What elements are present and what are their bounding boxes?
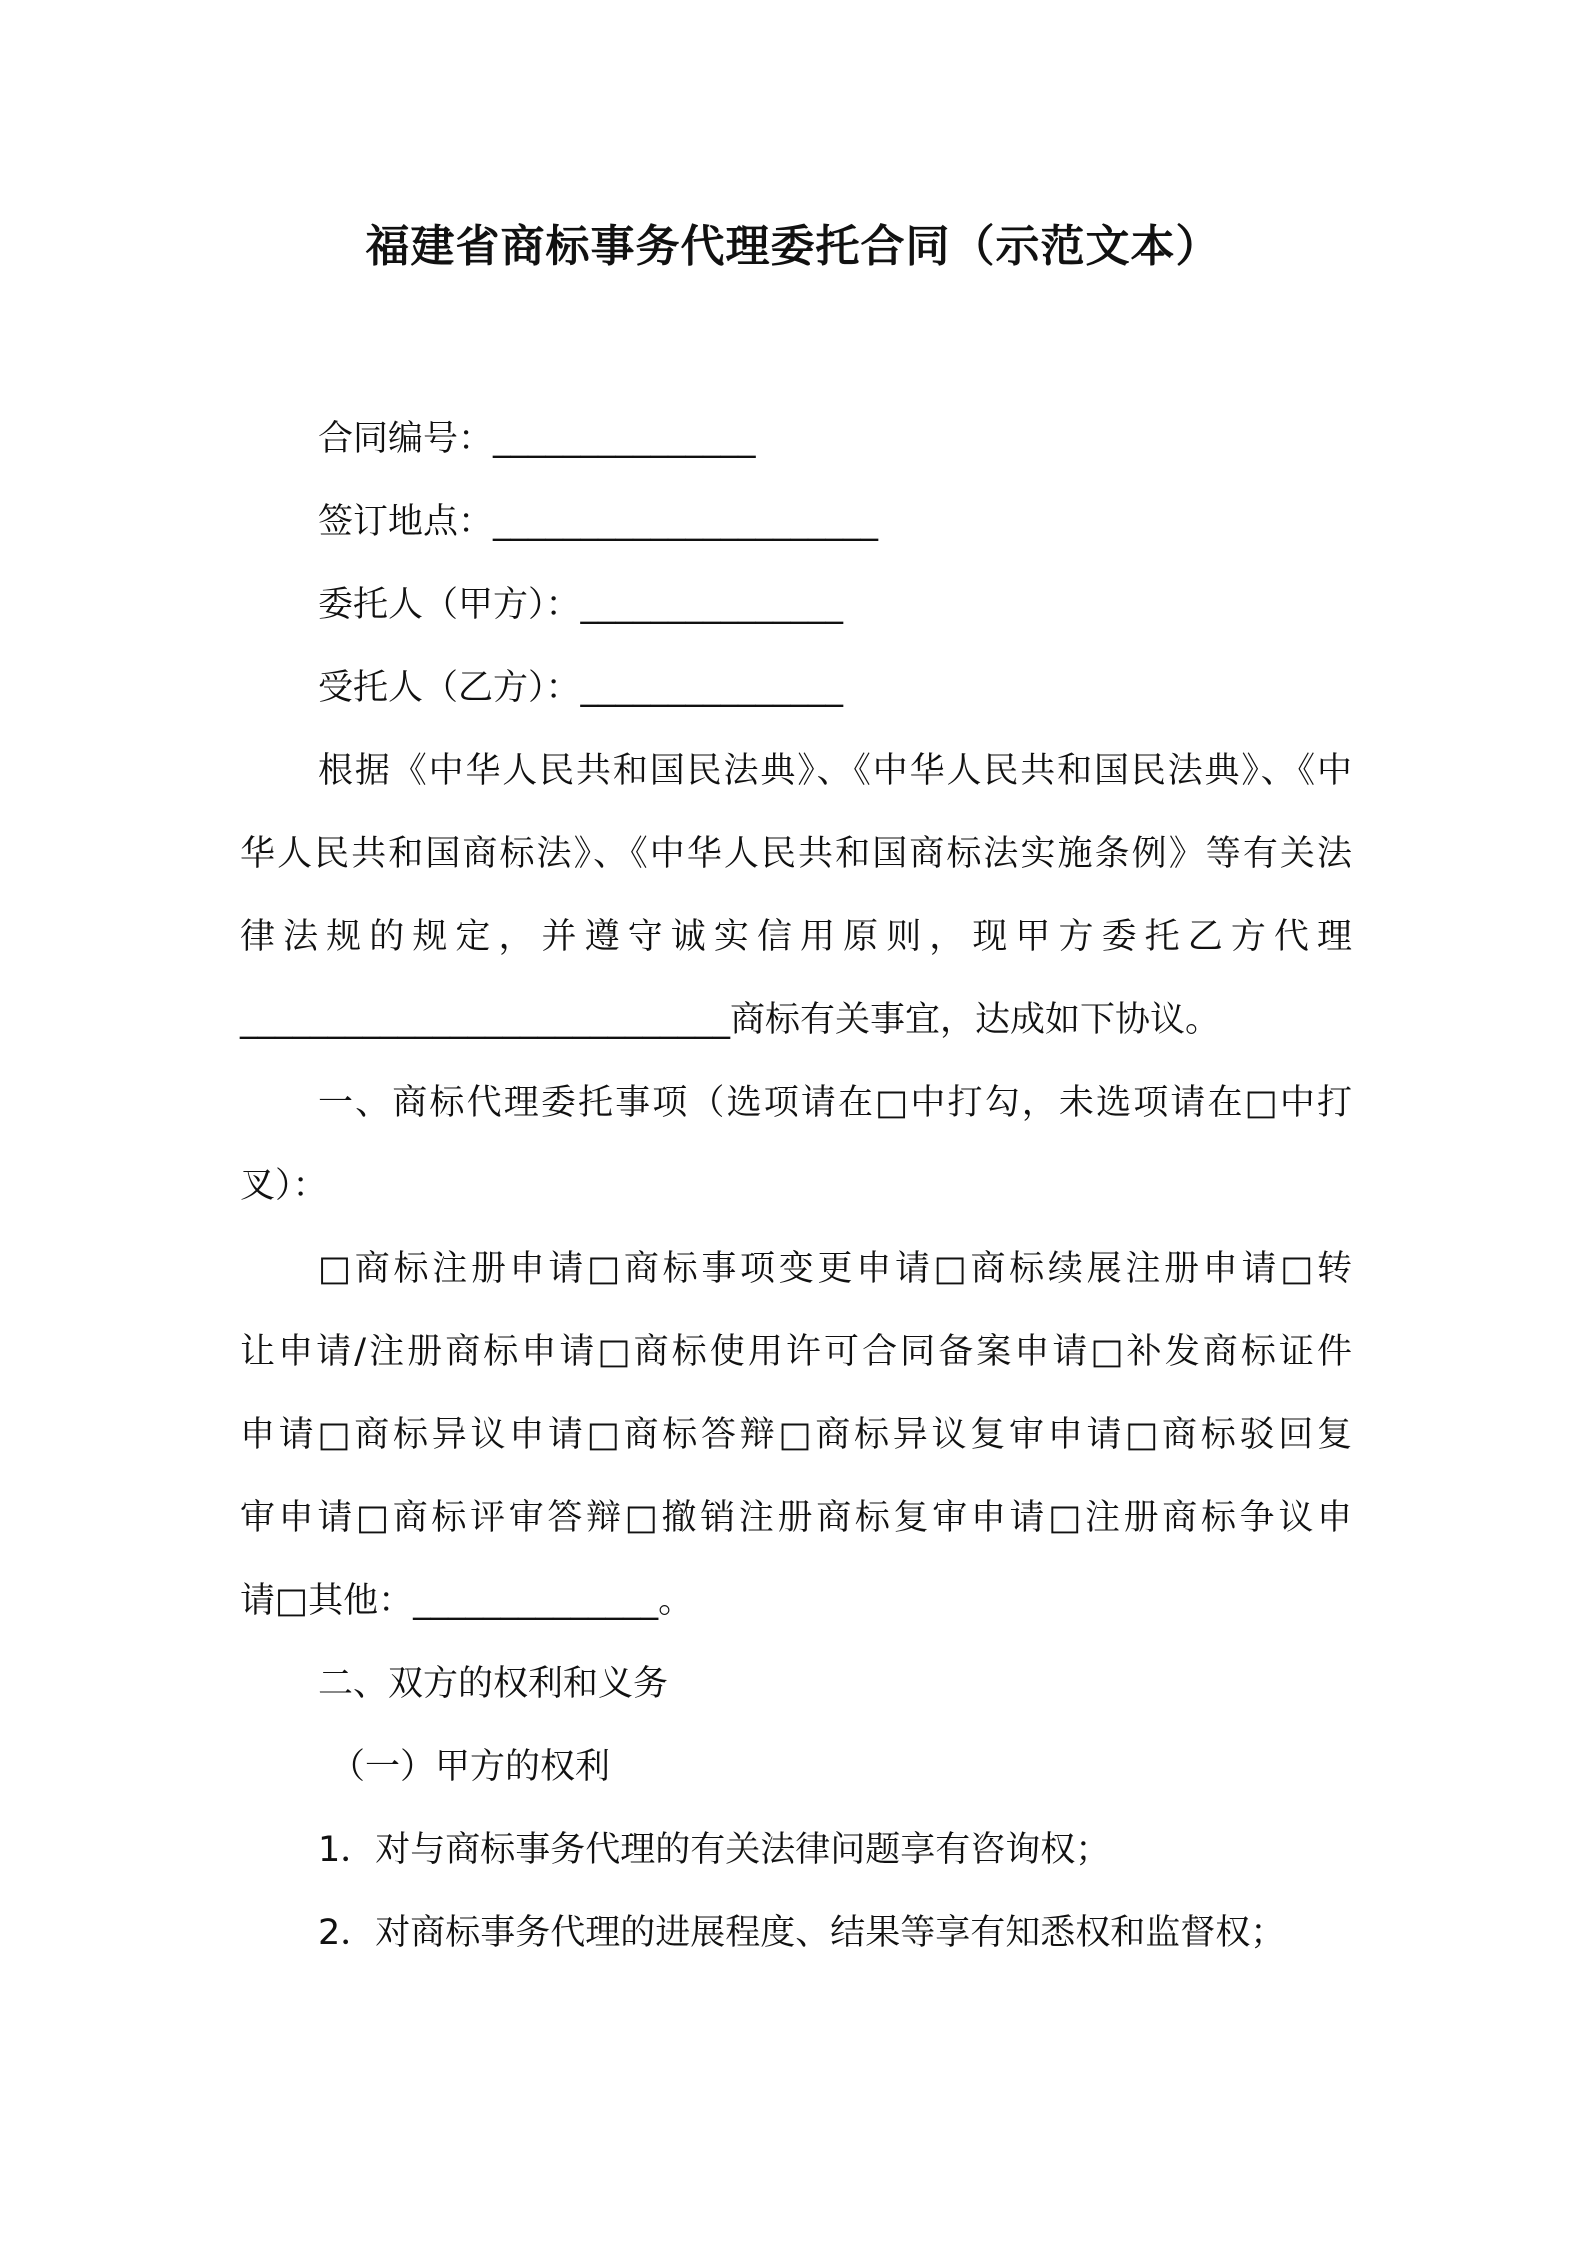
intro-line: 华人民共和国商标法》、《中华人民共和国商标法实施条例》等有关法 xyxy=(240,834,1352,874)
field-blank: _______________ xyxy=(580,668,844,708)
options-line: 请□其他：______________。 xyxy=(240,1581,694,1621)
subsection-heading: （一）甲方的权利 xyxy=(330,1747,611,1787)
section-heading-cont: 叉）： xyxy=(240,1166,328,1206)
document-title: 福建省商标事务代理委托合同（示范文本） xyxy=(365,221,1221,272)
options-line: 审申请□商标评审答辩□撤销注册商标复审申请□注册商标争议申 xyxy=(240,1498,1352,1538)
field-blank: _______________ xyxy=(580,585,844,625)
options-line: 申请□商标异议申请□商标答辩□商标异议复审申请□商标驳回复 xyxy=(240,1415,1352,1455)
field-label: 委托人（甲方）： xyxy=(318,585,581,625)
field-blank: ______________________ xyxy=(493,502,879,542)
section-heading: 二、双方的权利和义务 xyxy=(318,1664,669,1704)
intro-line: ____________________________商标有关事宜，达成如下协议。 xyxy=(240,1000,1221,1040)
field-signing-place xyxy=(318,497,1352,547)
section-heading: 一、商标代理委托事项（选项请在□中打勾，未选项请在□中打 xyxy=(318,1083,1352,1123)
field-label: 合同编号： xyxy=(318,419,494,459)
field-client xyxy=(318,580,1352,630)
field-contract-number xyxy=(318,414,1352,464)
field-blank: _______________ xyxy=(493,419,756,459)
list-item: 2．对商标事务代理的进展程度、结果等享有知悉权和监督权； xyxy=(318,1913,1286,1953)
intro-line: 律法规的规定，并遵守诚实信用原则，现甲方委托乙方代理 xyxy=(240,917,1352,957)
intro-line: 根据《中华人民共和国民法典》、《中华人民共和国民法典》、《中 xyxy=(318,751,1352,791)
list-item: 1．对与商标事务代理的有关法律问题享有咨询权； xyxy=(318,1830,1111,1870)
options-line: □商标注册申请□商标事项变更申请□商标续展注册申请□转 xyxy=(318,1249,1352,1289)
field-label: 受托人（乙方）： xyxy=(318,668,581,708)
options-line: 让申请/注册商标申请□商标使用许可合同备案申请□补发商标证件 xyxy=(240,1332,1352,1372)
field-agent xyxy=(318,663,1352,713)
field-label: 签订地点： xyxy=(318,502,494,542)
